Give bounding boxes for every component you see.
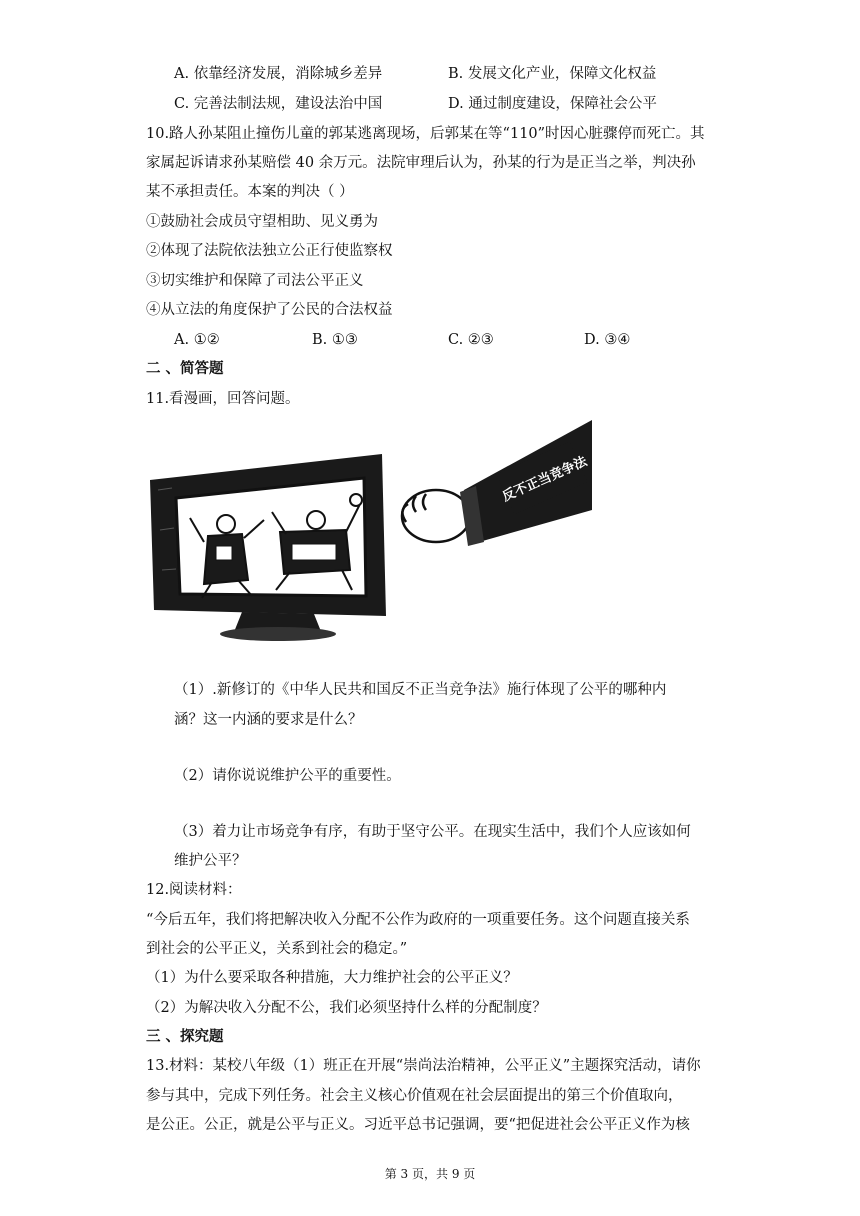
q12-material-line-2: 到社会的公平正义，关系到社会的稳定。” [146, 941, 408, 957]
q10-stem-line-1: 10.路人孙某阻止撞伤儿童的郭某逃离现场，后郭某在等“110”时因心脏骤停而死亡。其 [146, 126, 705, 142]
q10-option-d: D. ③④ [584, 332, 631, 348]
q11-stem: 11.看漫画，回答问题。 [146, 391, 300, 407]
cartoon-illustration [146, 420, 592, 642]
q11-sub3-line-1: （3）着力让市场竞争有序，有助于坚守公平。在现实生活中，我们个人应该如何 [174, 824, 691, 840]
sleeve-label: 反不正当竞争法 [500, 454, 590, 505]
q12-sub2: （2）为解决收入分配不公，我们必须坚持什么样的分配制度？ [146, 1000, 547, 1016]
q10-statement-3: ③切实维护和保障了司法公平正义 [146, 273, 364, 289]
q10-stem-line-3: 某不承担责任。本案的判决（ ） [146, 184, 354, 200]
q13-line-2: 参与其中，完成下列任务。社会主义核心价值观在社会层面提出的第三个价值取向， [146, 1088, 683, 1104]
q10-option-b: B. ①③ [312, 332, 358, 348]
q13-line-1: 13.材料：某校八年级（1）班正在开展“崇尚法治精神，公平正义”主题探究活动，请你 [146, 1058, 701, 1074]
q10-statement-2: ②体现了法院依法独立公正行使监察权 [146, 243, 393, 259]
q10-option-c: C. ②③ [448, 332, 494, 348]
q10-statement-1: ①鼓励社会成员守望相助、见义勇为 [146, 214, 378, 230]
section-heading-short-answer: 二 、简答题 [146, 360, 224, 377]
q10-stem-line-2: 家属起诉请求孙某赔偿 40 余万元。法院审理后认为，孙某的行为是正当之举，判决孙 [146, 155, 696, 171]
q9-option-b: B. 发展文化产业，保障文化权益 [448, 66, 657, 82]
q11-sub1-line-1: （1）.新修订的《中华人民共和国反不正当竞争法》施行体现了公平的哪种内 [174, 682, 667, 698]
q12-sub1: （1）为什么要采取各种措施，大力维护社会的公平正义？ [146, 970, 518, 986]
q11-sub3-line-2: 维护公平？ [174, 853, 247, 869]
section-heading-inquiry: 三 、探究题 [146, 1028, 224, 1045]
page-footer: 第 3 页，共 9 页 [384, 1167, 476, 1181]
q12-stem: 12.阅读材料： [146, 882, 242, 898]
q13-line-3: 是公正。公正，就是公平与正义。习近平总书记强调，要“把促进社会公平正义作为核 [146, 1117, 690, 1133]
q11-sub1-line-2: 涵？这一内涵的要求是什么？ [174, 712, 363, 728]
q9-option-a: A. 依靠经济发展，消除城乡差异 [174, 66, 383, 82]
q10-option-a: A. ①② [174, 332, 220, 348]
q12-material-line-1: “今后五年，我们将把解决收入分配不公作为政府的一项重要任务。这个问题直接关系 [146, 912, 690, 928]
q9-option-c: C. 完善法制法规，建设法治中国 [174, 96, 383, 112]
q11-sub2: （2）请你说说维护公平的重要性。 [174, 768, 401, 784]
q9-option-d: D. 通过制度建设，保障社会公平 [448, 96, 657, 112]
q10-statement-4: ④从立法的角度保护了公民的合法权益 [146, 302, 393, 318]
